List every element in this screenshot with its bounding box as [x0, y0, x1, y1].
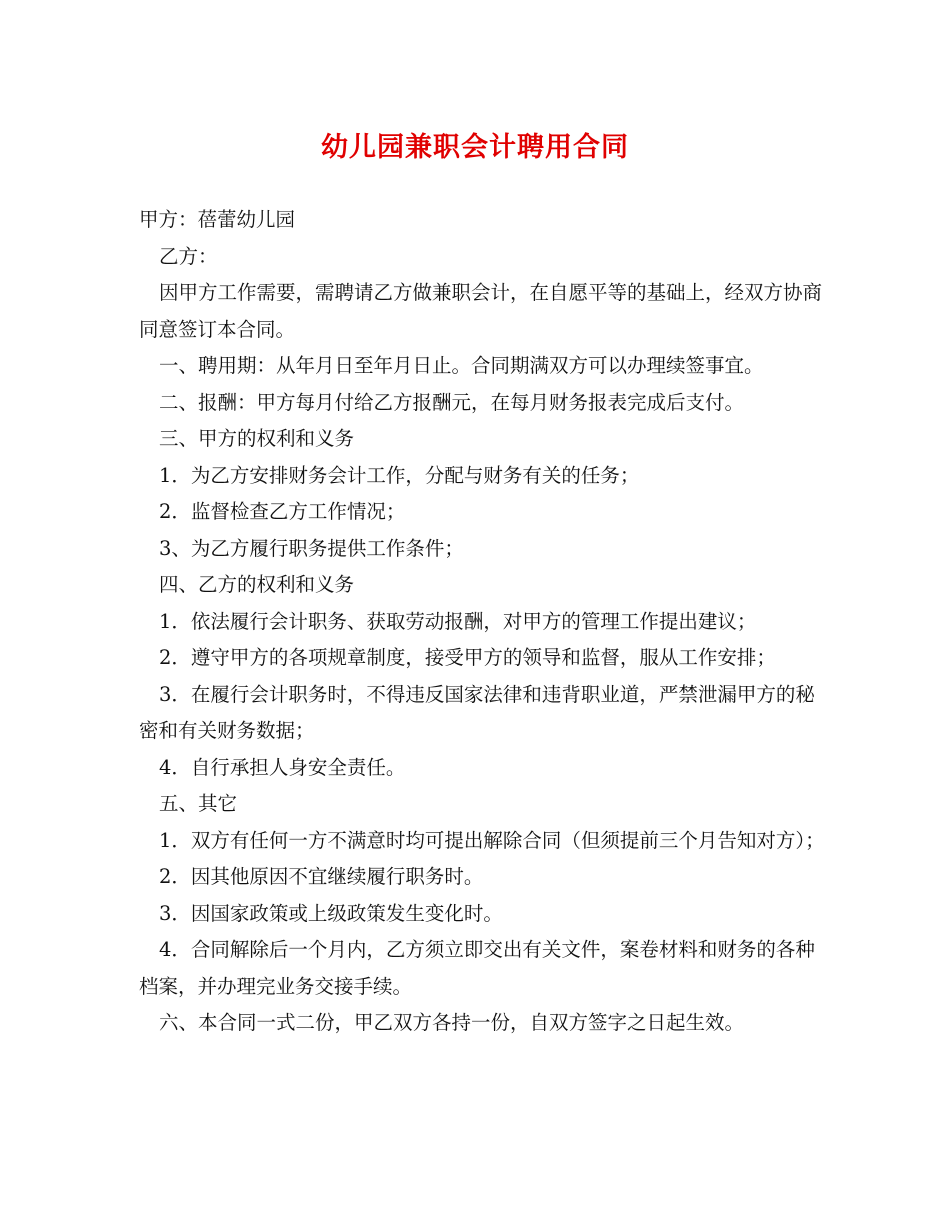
clause-4-heading: 四、乙方的权利和义务	[159, 573, 355, 596]
preamble-paragraph: 因甲方工作需要，需聘请乙方做兼职会计，在自愿平等的基础上，经双方协商同意签订本合同。	[139, 281, 823, 341]
clause-6-copies: 六、本合同一式二份，甲乙双方各持一份，自双方签字之日起生效。	[159, 1011, 745, 1034]
clause-1-term: 一、聘用期：从年月日至年月日止。合同期满双方可以办理续签事宜。	[159, 354, 764, 377]
clause-5-item-4: 4．合同解除后一个月内，乙方须立即交出有关文件，案卷材料和财务的各种档案，并办理完业务交接手续。	[139, 938, 815, 998]
clause-4-item-3: 3．在履行会计职务时，不得违反国家法律和违背职业道，严禁泄漏甲方的秘密和有关财务数据；	[139, 682, 815, 742]
clause-3-item-3: 3、为乙方履行职务提供工作条件；	[159, 536, 464, 560]
clause-4-item-4: 4．自行承担人身安全责任。	[159, 755, 406, 779]
clause-3-heading: 三、甲方的权利和义务	[159, 427, 355, 450]
clause-3-item-1: 1．为乙方安排财务会计工作，分配与财务有关的任务；	[159, 463, 640, 487]
party-a-line: 甲方：蓓蕾幼儿园	[139, 208, 296, 231]
page-title: 幼儿园兼职会计聘用合同	[321, 132, 629, 163]
clause-5-item-2: 2．因其他原因不宜继续履行职务时。	[159, 865, 484, 888]
contract-body	[139, 202, 825, 1042]
clause-5-heading: 五、其它	[159, 792, 238, 815]
clause-5-item-1: 1．双方有任何一方不满意时均可提出解除合同（但须提前三个月告知对方）；	[159, 828, 825, 852]
party-b-line: 乙方：	[159, 244, 218, 268]
clause-5-item-3: 3．因国家政策或上级政策发生变化时。	[159, 901, 503, 925]
clause-2-pay: 二、报酬：甲方每月付给乙方报酬元，在每月财务报表完成后支付。	[159, 390, 745, 414]
clause-4-item-2: 2．遵守甲方的各项规章制度，接受甲方的领导和监督，服从工作安排；	[159, 646, 776, 669]
clause-3-item-2: 2．监督检查乙方工作情况；	[159, 500, 406, 523]
clause-4-item-1: 1．依法履行会计职务、获取劳动报酬，对甲方的管理工作提出建议；	[159, 609, 757, 633]
